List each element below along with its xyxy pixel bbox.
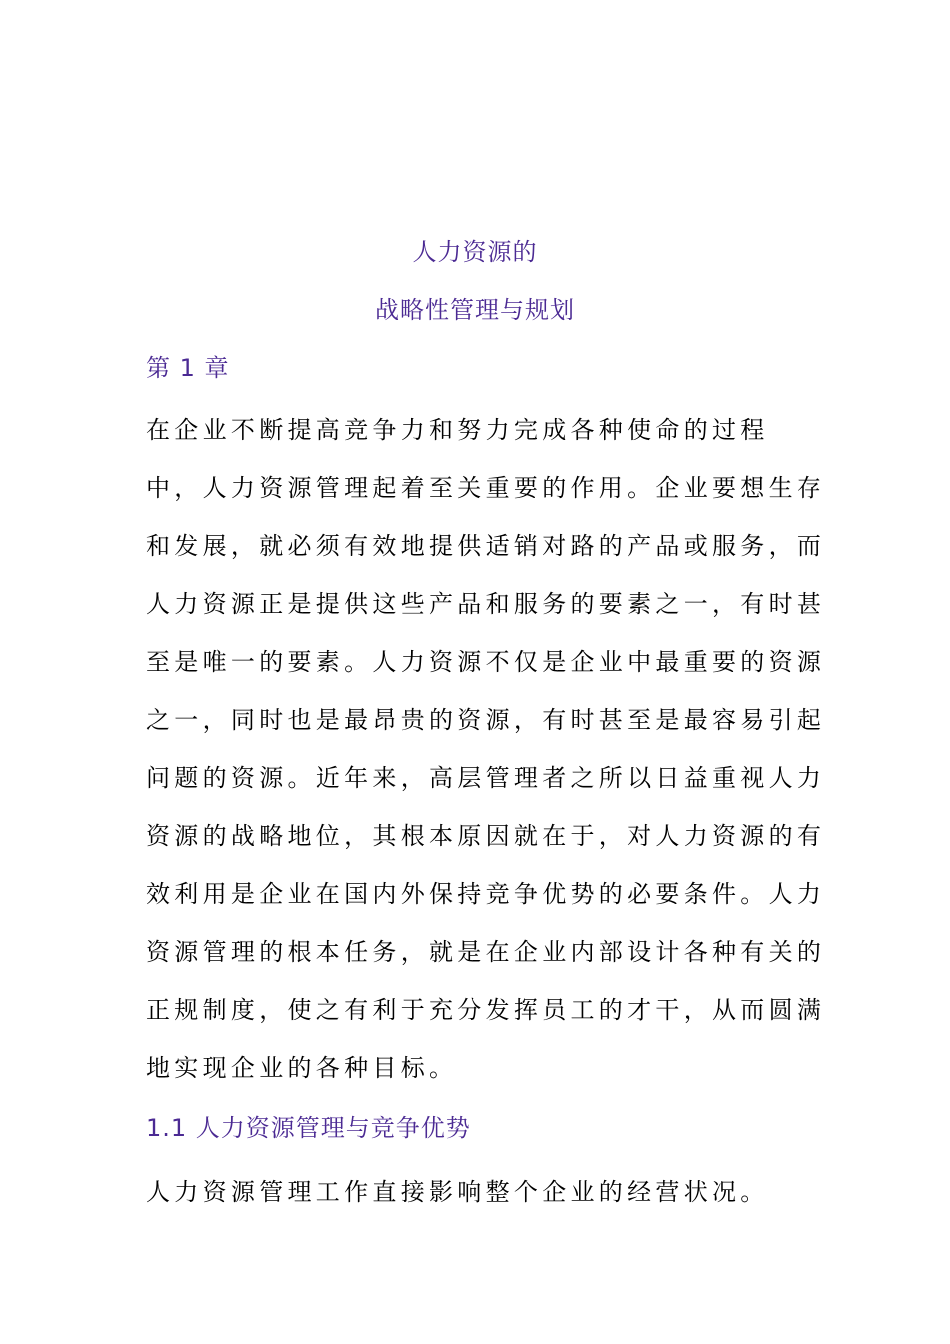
paragraph-line: 地实现企业的各种目标。 bbox=[146, 1054, 458, 1082]
paragraph-line: 中，人力资源管理起着至关重要的作用。企业要想生存 bbox=[146, 474, 826, 502]
paragraph-line: 人力资源正是提供这些产品和服务的要素之一，有时甚 bbox=[146, 590, 826, 618]
paragraph-line: 正规制度，使之有利于充分发挥员工的才干，从而圆满 bbox=[146, 996, 826, 1024]
paragraph-line: 效利用是企业在国内外保持竞争优势的必要条件。人力 bbox=[146, 880, 826, 908]
paragraph-line: 问题的资源。近年来，高层管理者之所以日益重视人力 bbox=[146, 764, 826, 792]
paragraph-line: 人力资源管理工作直接影响整个企业的经营状况。 bbox=[146, 1178, 769, 1206]
paragraph-line: 资源管理的根本任务，就是在企业内部设计各种有关的 bbox=[146, 938, 826, 966]
section-heading: 1.1 人力资源管理与竞争优势 bbox=[146, 1114, 471, 1142]
chapter-heading: 第 1 章 bbox=[146, 354, 230, 382]
paragraph-line: 资源的战略地位，其根本原因就在于，对人力资源的有 bbox=[146, 822, 826, 850]
paragraph-line: 在企业不断提高竞争力和努力完成各种使命的过程 bbox=[146, 416, 769, 444]
paragraph-line: 之一，同时也是最昂贵的资源，有时甚至是最容易引起 bbox=[146, 706, 826, 734]
paragraph-line: 至是唯一的要素。人力资源不仅是企业中最重要的资源 bbox=[146, 648, 826, 676]
document-title-line-2: 战略性管理与规划 bbox=[375, 296, 575, 324]
paragraph-line: 和发展，就必须有效地提供适销对路的产品或服务，而 bbox=[146, 532, 826, 560]
document-title-line-1: 人力资源的 bbox=[412, 238, 538, 266]
